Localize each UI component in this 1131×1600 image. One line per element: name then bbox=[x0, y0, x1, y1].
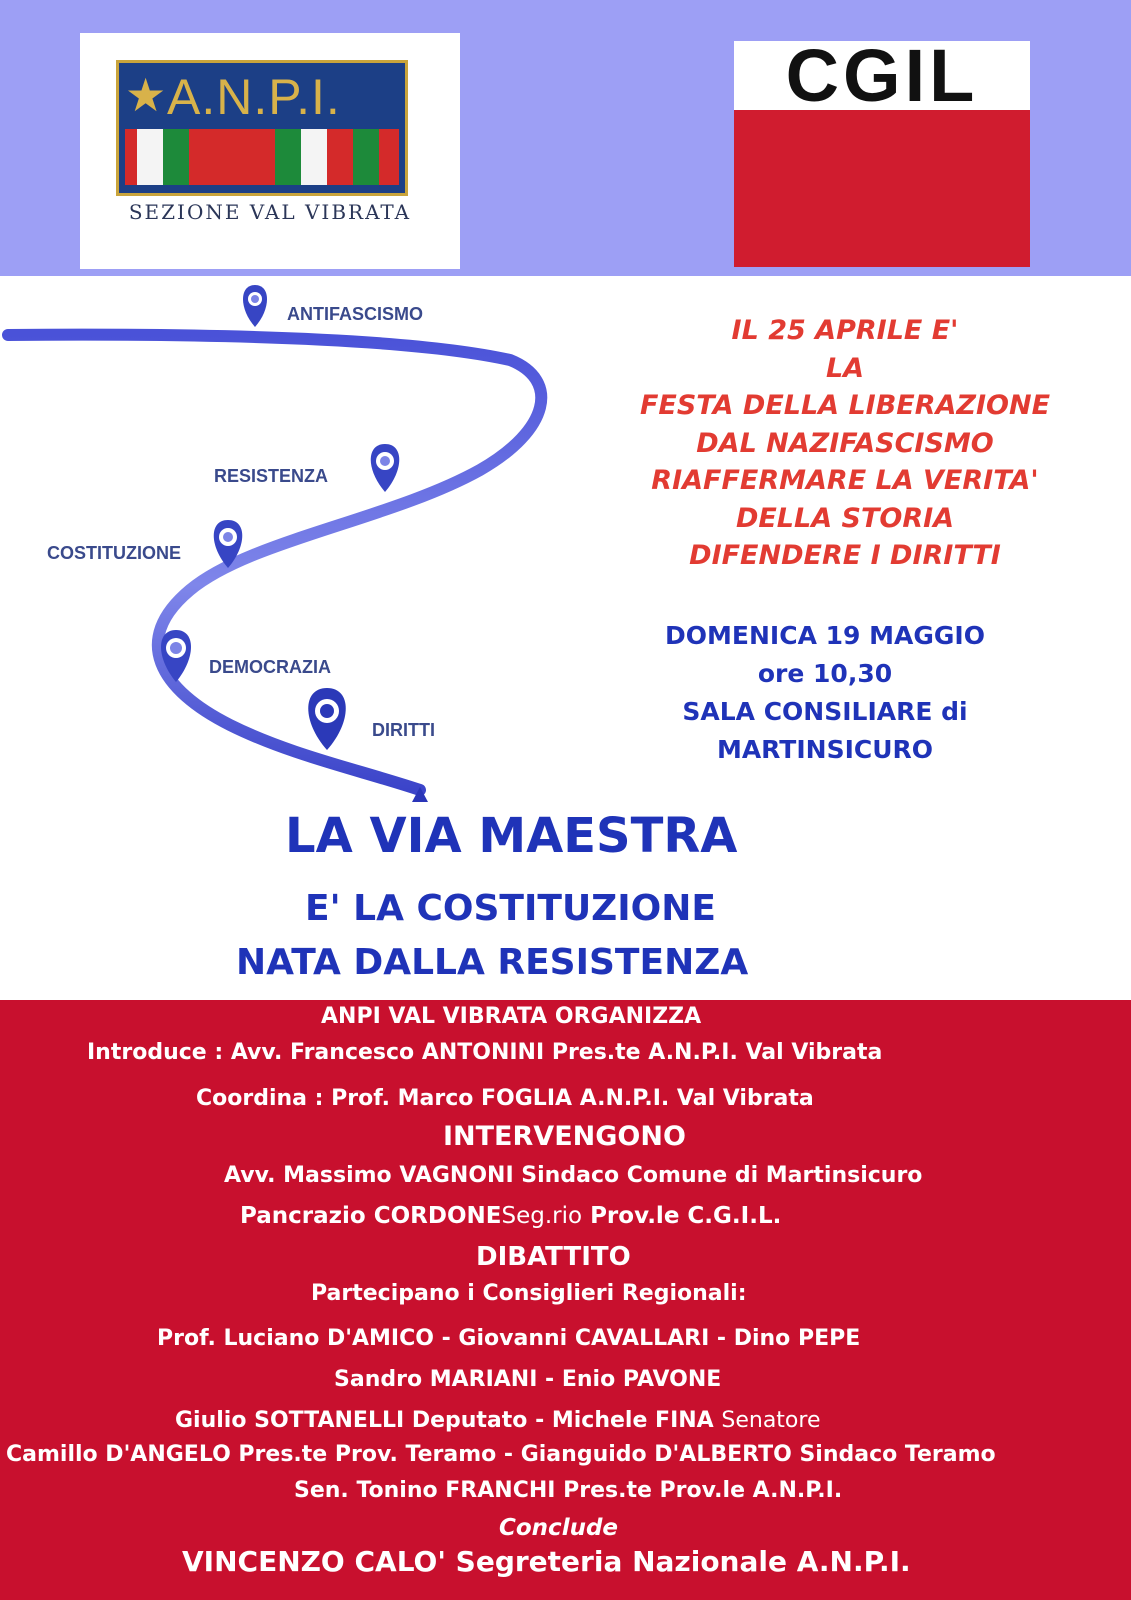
event-details bbox=[600, 617, 1050, 769]
participants-line: Camillo D'ANGELO Pres.te Prov. Teramo - Gianguido D'ALBERTO Sindaco Teramo bbox=[6, 1442, 996, 1467]
anpi-section-name: SEZIONE VAL VIBRATA bbox=[128, 200, 412, 224]
organizer-line: ANPI VAL VIBRATA ORGANIZZA bbox=[321, 1004, 702, 1029]
cgil-wordmark: CGIL bbox=[785, 34, 979, 117]
map-pin-icon bbox=[243, 285, 267, 327]
anpi-acronym: A.N.P.I. bbox=[167, 69, 341, 125]
star-icon: ★ bbox=[125, 68, 167, 122]
event-time: ore 10,30 bbox=[757, 659, 893, 688]
participants-role: Senatore bbox=[721, 1408, 821, 1433]
event-place: MARTINSICURO bbox=[716, 735, 934, 764]
anpi-flag-stripes bbox=[125, 129, 399, 185]
milestone-resistenza: RESISTENZA bbox=[214, 466, 329, 486]
statement-line: DAL NAZIFASCISMO bbox=[696, 427, 994, 459]
intro-line: Introduce : Avv. Francesco ANTONINI Pres.te A.N.P.I. Val Vibrata bbox=[87, 1040, 883, 1065]
closing-speaker: VINCENZO CALO' Segreteria Nazionale A.N.P.I. bbox=[182, 1545, 911, 1578]
participants-line: Sandro MARIANI - Enio PAVONE bbox=[334, 1367, 722, 1392]
event-venue: SALA CONSILIARE di bbox=[682, 697, 968, 726]
milestone-democrazia: DEMOCRAZIA bbox=[209, 657, 331, 677]
speaker-line bbox=[240, 1203, 781, 1229]
anpi-badge bbox=[116, 60, 408, 196]
participants-line: Prof. Luciano D'AMICO - Giovanni CAVALLARI - Dino PEPE bbox=[157, 1326, 861, 1351]
map-pin-icon bbox=[371, 444, 400, 492]
event-date: DOMENICA 19 MAGGIO bbox=[665, 621, 985, 650]
participants-line: Sen. Tonino FRANCHI Pres.te Prov.le A.N.P.I. bbox=[294, 1478, 843, 1503]
milestone-costituzione: COSTITUZIONE bbox=[47, 543, 181, 563]
headline-sub: NATA DALLA RESISTENZA bbox=[236, 942, 749, 983]
milestone-antifascismo: ANTIFASCISMO bbox=[287, 304, 424, 324]
headline-main: LA VIA MAESTRA bbox=[285, 808, 738, 864]
participants-names: Giulio SOTTANELLI Deputato - Michele FINA bbox=[175, 1408, 714, 1433]
map-pin-icon bbox=[308, 688, 346, 750]
statement-line: RIAFFERMARE LA VERITA' bbox=[651, 465, 1039, 496]
participants-intro: Partecipano i Consiglieri Regionali: bbox=[311, 1281, 747, 1306]
coordinator-line: Coordina : Prof. Marco FOGLIA A.N.P.I. Val Vibrata bbox=[196, 1086, 814, 1111]
speaker-name: Pancrazio CORDONE bbox=[240, 1203, 502, 1229]
headline-sub: E' LA COSTITUZIONE bbox=[305, 888, 716, 929]
statement-line: IL 25 APRILE E' bbox=[731, 315, 959, 346]
speakers-heading: INTERVENGONO bbox=[443, 1121, 686, 1152]
cgil-logo bbox=[734, 34, 1030, 267]
liberation-statement bbox=[570, 312, 1120, 575]
speaker-role: Prov.le C.G.I.L. bbox=[590, 1203, 782, 1229]
anpi-logo bbox=[80, 33, 460, 269]
statement-line: DIFENDERE I DIRITTI bbox=[689, 540, 1001, 571]
debate-heading: DIBATTITO bbox=[476, 1242, 631, 1272]
speaker-line: Avv. Massimo VAGNONI Sindaco Comune di Martinsicuro bbox=[224, 1163, 923, 1188]
closing-heading: Conclude bbox=[499, 1515, 619, 1541]
statement-line: FESTA DELLA LIBERAZIONE bbox=[639, 390, 1051, 421]
speaker-role: Seg.rio bbox=[501, 1203, 583, 1229]
statement-line: LA bbox=[825, 352, 865, 384]
milestone-diritti: DIRITTI bbox=[372, 720, 435, 740]
cgil-wordmark-band bbox=[734, 34, 1030, 117]
statement-line: DELLA STORIA bbox=[735, 502, 955, 534]
participants-line bbox=[175, 1408, 820, 1433]
